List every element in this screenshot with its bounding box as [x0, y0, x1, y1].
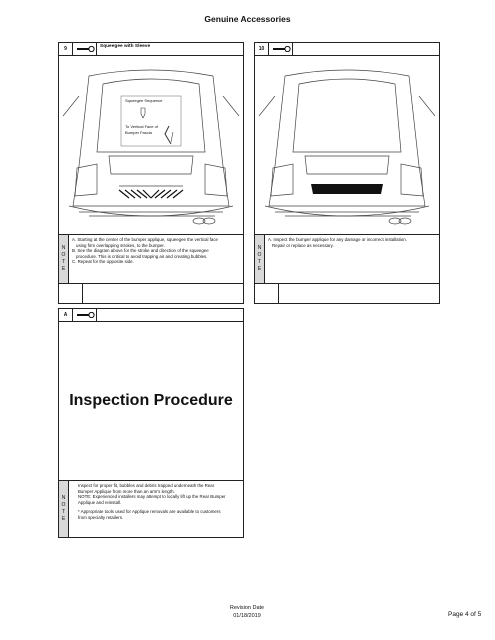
footer-cell: [59, 284, 83, 303]
note-letter: T: [61, 509, 66, 515]
step-9-header: [59, 43, 243, 56]
revision-date: 01/18/2019: [233, 613, 261, 619]
step-9-footer: [59, 284, 243, 303]
note-line: procedure. This is critical to avoid trapping air and creating bubbles.: [76, 253, 208, 259]
note-letter: N: [61, 245, 66, 251]
note-line: Applique and reinstall.: [78, 499, 122, 505]
note-letter: T: [257, 259, 262, 265]
note-label: [59, 481, 69, 537]
note-line: A. Inspect the bumper applique for any damage or incorrect installation.: [268, 237, 407, 242]
note-line: Inspect for proper fit, bubbles and debris trapped underneath the Rear: [78, 483, 215, 488]
note-text: [78, 483, 241, 521]
note-line: Repair or replace as necessary.: [272, 242, 334, 248]
step-10-panel: [254, 42, 440, 304]
note-line: Bumper Applique from more than an arm's length.: [78, 488, 175, 494]
note-letter: E: [257, 266, 262, 272]
step-10-tool-cell: [269, 43, 293, 55]
note-text: [72, 237, 241, 265]
note-line: from specialty retailers.: [78, 514, 124, 520]
step-10-header: [255, 43, 439, 56]
step-10-note: [255, 234, 439, 284]
step-9-illustration: [59, 56, 243, 234]
note-line: * Appropriate tools used for Applique removals are available to customers: [78, 509, 221, 515]
step-number: A: [59, 309, 73, 321]
step-10-footer: [255, 284, 439, 303]
step-a-note: [59, 480, 243, 537]
note-letter: N: [61, 495, 66, 501]
step-number: 9: [59, 43, 73, 55]
footer-cell: [255, 284, 279, 303]
callout-line-1: To Vertical Face of: [125, 124, 158, 129]
note-letter: N: [257, 245, 262, 251]
note-line: NOTE: Experienced installers may attempt to locally lift up the Rear Bumper: [78, 494, 226, 500]
callout-squeegee-sequence: Squeegee Sequence: [125, 98, 163, 103]
note-letter: O: [61, 502, 66, 508]
revision-block: [197, 604, 297, 620]
note-letter: O: [61, 252, 66, 258]
step-a-header: [59, 309, 243, 322]
note-letter: T: [61, 259, 66, 265]
wrench-icon: [77, 46, 95, 52]
step-a-body: [59, 322, 243, 480]
note-label: [59, 235, 69, 283]
note-line: A. Starting at the center of the bumper applique, squeegee the vertical face: [72, 237, 218, 242]
vehicle-rear-drawing: [255, 56, 439, 234]
callout-vertical-face: [125, 124, 158, 136]
note-text: [268, 237, 437, 248]
step-10-illustration: [255, 56, 439, 234]
note-line: using firm overlapping strokes, to the bumper.: [76, 242, 165, 248]
step-9-note: [59, 234, 243, 284]
note-line: C. Repeat for the opposite side.: [72, 259, 134, 265]
step-number: 10: [255, 43, 269, 55]
note-label: [255, 235, 265, 283]
note-letter: E: [61, 516, 66, 522]
step-title: Squeegee with Sleeve: [100, 44, 151, 49]
callout-line-2: Bumper Fascia: [125, 130, 152, 135]
page-number: Page 4 of 5: [448, 611, 482, 618]
note-letter: O: [257, 252, 262, 258]
step-9-tool-cell: [73, 43, 97, 55]
note-line: B. See the diagram above for the stroke and direction of the squeegee: [72, 248, 209, 254]
inspection-heading: Inspection Procedure: [69, 392, 233, 409]
step-a-panel: [58, 308, 244, 538]
document-title: Genuine Accessories: [204, 14, 291, 24]
step-a-tool-cell: [73, 309, 97, 321]
wrench-icon: [273, 46, 291, 52]
revision-label: Revision Date: [229, 605, 265, 611]
note-letter: E: [61, 266, 66, 272]
wrench-icon: [77, 312, 95, 318]
vehicle-rear-drawing: [59, 56, 243, 234]
step-9-panel: [58, 42, 244, 304]
